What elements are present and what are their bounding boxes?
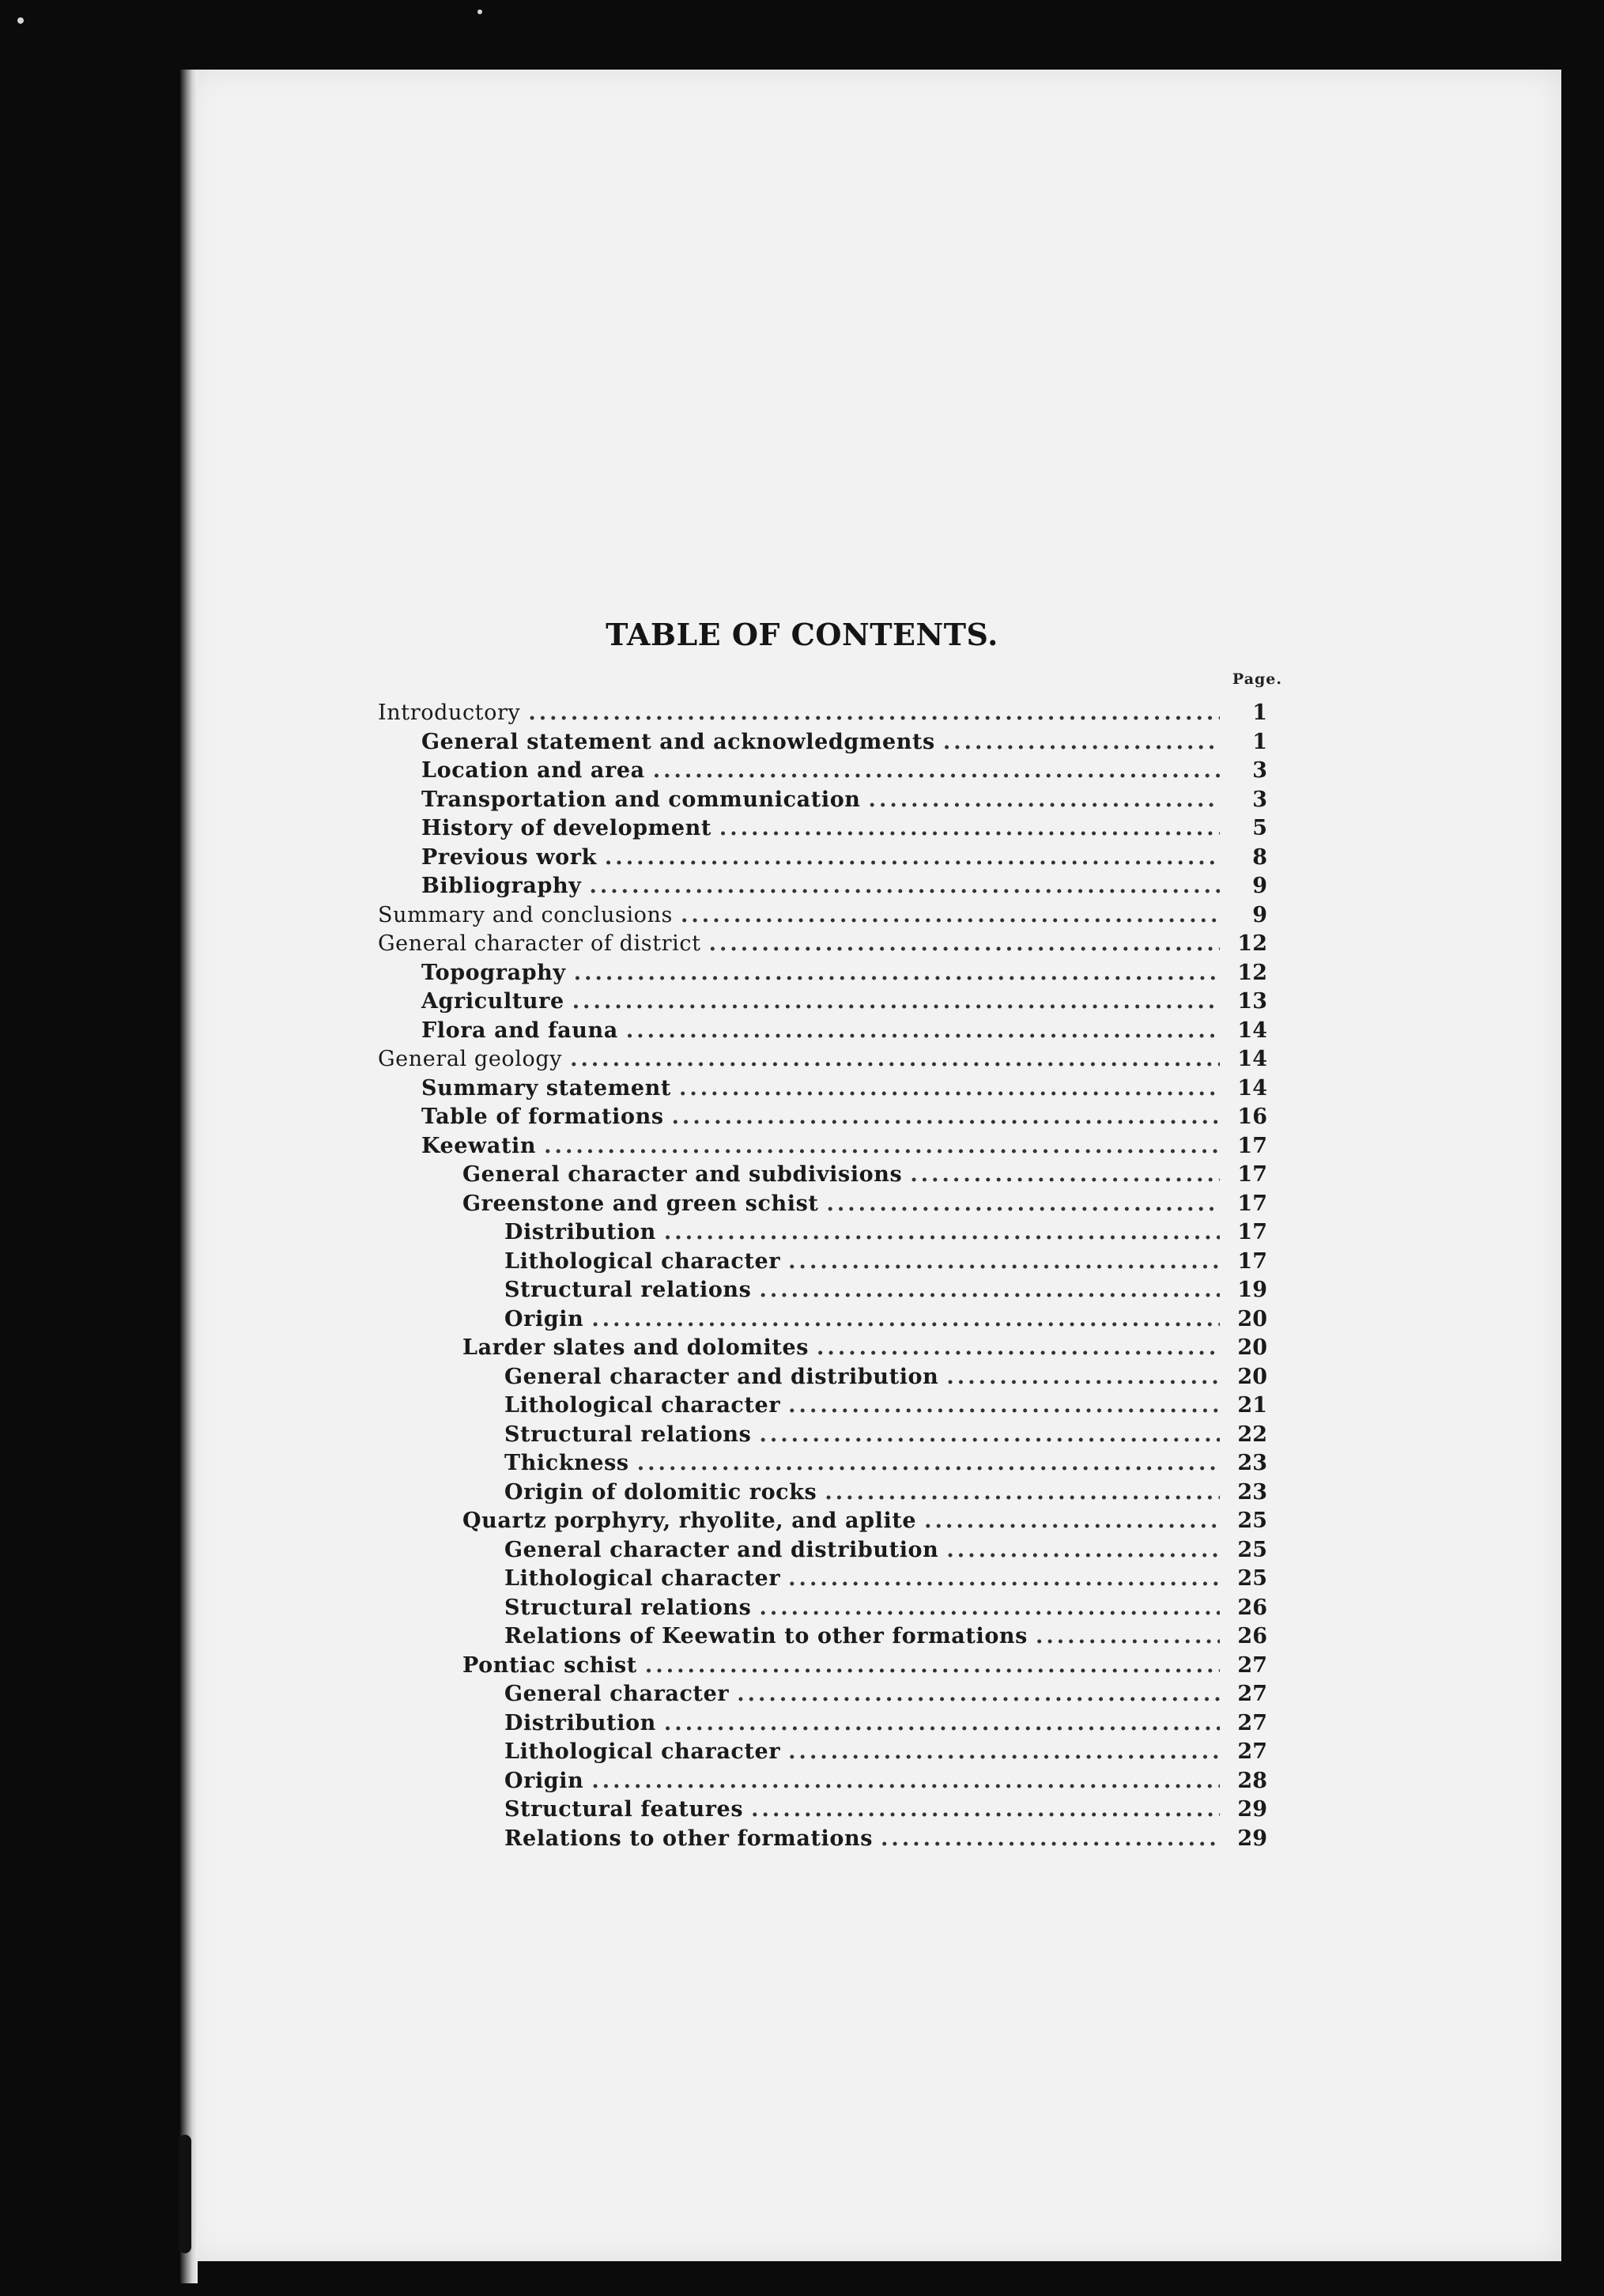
toc-entry-page-number: 14 bbox=[1237, 1075, 1267, 1101]
toc-entry bbox=[378, 872, 1267, 901]
toc-entry bbox=[378, 1507, 1267, 1536]
toc-entry-page-number: 19 bbox=[1237, 1278, 1267, 1302]
toc-entry-page-number: 23 bbox=[1237, 1479, 1267, 1505]
toc-entry-page-number: 8 bbox=[1252, 844, 1267, 870]
toc-entry-label: Keewatin bbox=[421, 1133, 537, 1158]
toc-entry-label: General character bbox=[504, 1682, 730, 1706]
dot-leader bbox=[528, 699, 1220, 728]
toc-entry-label: Previous work bbox=[421, 844, 597, 870]
toc-entry-label: Quartz porphyry, rhyolite, and aplite bbox=[462, 1509, 917, 1533]
dot-leader bbox=[881, 1825, 1220, 1854]
toc-entry bbox=[378, 1132, 1267, 1161]
toc-entry-page-number: 17 bbox=[1237, 1220, 1267, 1244]
toc-entry-page-number: 17 bbox=[1237, 1191, 1267, 1216]
scan-speck bbox=[477, 9, 482, 14]
dot-leader bbox=[681, 901, 1220, 931]
dot-leader bbox=[679, 1074, 1220, 1104]
toc-entry bbox=[378, 1449, 1267, 1478]
toc-entry bbox=[378, 1334, 1267, 1363]
toc-entry-page-number: 3 bbox=[1252, 787, 1267, 812]
toc-entry-label: Agriculture bbox=[421, 989, 564, 1014]
toc-entry-page-number: 25 bbox=[1237, 1537, 1267, 1562]
toc-entry-label: Greenstone and green schist bbox=[462, 1191, 819, 1216]
toc-entry-label: Transportation and communication bbox=[421, 787, 861, 812]
toc-entry-page-number: 17 bbox=[1237, 1248, 1267, 1274]
toc-entry-label: Distribution bbox=[504, 1220, 656, 1244]
dot-leader bbox=[1036, 1622, 1220, 1652]
toc-entry bbox=[378, 1276, 1267, 1305]
toc-entry-page-number: 17 bbox=[1237, 1162, 1267, 1187]
toc-entry bbox=[378, 1565, 1267, 1594]
toc-entry-label: Origin of dolomitic rocks bbox=[504, 1479, 817, 1505]
toc-entry-page-number: 22 bbox=[1237, 1422, 1267, 1447]
toc-entry-label: Bibliography bbox=[421, 874, 582, 898]
toc-entry-label: General character of district bbox=[378, 931, 701, 956]
toc-entry bbox=[378, 1680, 1267, 1709]
page-title: TABLE OF CONTENTS. bbox=[606, 617, 998, 652]
toc-entry-page-number: 12 bbox=[1237, 931, 1267, 956]
toc-entry-label: Structural relations bbox=[504, 1278, 752, 1302]
dot-leader bbox=[946, 1536, 1220, 1565]
toc-entry-page-number: 23 bbox=[1237, 1451, 1267, 1475]
toc-entry-label: General character and subdivisions bbox=[462, 1162, 903, 1187]
dot-leader bbox=[572, 988, 1220, 1017]
toc-entry-label: Thickness bbox=[504, 1451, 629, 1475]
toc-entry-page-number: 20 bbox=[1237, 1364, 1267, 1389]
toc-entry-page-number: 5 bbox=[1252, 816, 1267, 840]
dot-leader bbox=[709, 930, 1220, 959]
toc-entry-page-number: 9 bbox=[1252, 902, 1267, 927]
toc-entry-label: Lithological character bbox=[504, 1248, 781, 1274]
toc-entry-page-number: 27 bbox=[1237, 1710, 1267, 1735]
dot-leader bbox=[825, 1478, 1220, 1508]
dot-leader bbox=[645, 1652, 1220, 1681]
dot-leader bbox=[788, 1565, 1220, 1594]
toc-entry bbox=[378, 1103, 1267, 1132]
toc-entry-label: General statement and acknowledgments bbox=[421, 729, 935, 754]
toc-entry-label: Distribution bbox=[504, 1710, 656, 1735]
toc-entry-page-number: 21 bbox=[1237, 1393, 1267, 1418]
toc-entry-label: Summary and conclusions bbox=[378, 902, 673, 927]
binding-shadow bbox=[179, 2135, 191, 2253]
dot-leader bbox=[664, 1218, 1220, 1248]
toc-entry bbox=[378, 1594, 1267, 1623]
toc-entry-label: Topography bbox=[421, 960, 566, 985]
toc-entry bbox=[378, 1017, 1267, 1046]
toc-entry bbox=[378, 1536, 1267, 1565]
toc-entry bbox=[378, 1767, 1267, 1796]
toc-entry-label: Structural relations bbox=[504, 1595, 752, 1620]
toc-entry bbox=[378, 699, 1267, 728]
toc-entry bbox=[378, 1652, 1267, 1681]
toc-entry-page-number: 25 bbox=[1237, 1566, 1267, 1591]
dot-leader bbox=[637, 1449, 1220, 1478]
toc-entry-page-number: 29 bbox=[1237, 1826, 1267, 1851]
toc-entry bbox=[378, 1796, 1267, 1825]
toc-entry-label: Lithological character bbox=[504, 1566, 781, 1591]
dot-leader bbox=[788, 1392, 1220, 1421]
toc-entry-label: History of development bbox=[421, 816, 711, 840]
dot-leader bbox=[826, 1190, 1220, 1219]
toc-entry bbox=[378, 959, 1267, 988]
toc-entry-label: Summary statement bbox=[421, 1075, 671, 1101]
toc-entry-label: Lithological character bbox=[504, 1393, 781, 1418]
toc-entry bbox=[378, 1305, 1267, 1335]
dot-leader bbox=[591, 1305, 1220, 1335]
scan-speck bbox=[17, 17, 24, 24]
toc-entry bbox=[378, 1248, 1267, 1277]
toc-entry-page-number: 16 bbox=[1237, 1105, 1267, 1129]
toc-entry-label: General character and distribution bbox=[504, 1364, 939, 1389]
toc-entry bbox=[378, 1392, 1267, 1421]
toc-entry-page-number: 12 bbox=[1237, 960, 1267, 985]
toc-entry-label: Larder slates and dolomites bbox=[462, 1335, 810, 1360]
toc-entry bbox=[378, 1218, 1267, 1248]
toc-entry-label: General character and distribution bbox=[504, 1537, 939, 1562]
toc-entry-page-number: 13 bbox=[1237, 989, 1267, 1014]
toc-entry-label: Table of formations bbox=[421, 1105, 664, 1129]
table-of-contents bbox=[378, 699, 1267, 1853]
toc-entry bbox=[378, 901, 1267, 931]
toc-entry-label: Location and area bbox=[421, 758, 645, 783]
toc-entry-page-number: 27 bbox=[1237, 1739, 1267, 1764]
dot-leader bbox=[910, 1161, 1220, 1190]
dot-leader bbox=[759, 1421, 1220, 1450]
dot-leader bbox=[788, 1738, 1220, 1767]
toc-entry-page-number: 17 bbox=[1237, 1133, 1267, 1158]
toc-entry-page-number: 14 bbox=[1237, 1018, 1267, 1043]
toc-entry-label: Lithological character bbox=[504, 1739, 781, 1764]
toc-entry-page-number: 28 bbox=[1237, 1768, 1267, 1793]
toc-entry-page-number: 20 bbox=[1237, 1335, 1267, 1360]
toc-entry-page-number: 20 bbox=[1237, 1306, 1267, 1331]
toc-entry bbox=[378, 1709, 1267, 1739]
toc-entry-page-number: 9 bbox=[1252, 874, 1267, 898]
dot-leader bbox=[591, 1767, 1220, 1796]
dot-leader bbox=[672, 1103, 1220, 1132]
toc-entry-label: Origin bbox=[504, 1768, 584, 1793]
dot-leader bbox=[589, 872, 1220, 901]
toc-entry bbox=[378, 786, 1267, 815]
toc-entry-label: Structural relations bbox=[504, 1422, 752, 1447]
toc-entry-label: Flora and fauna bbox=[421, 1018, 618, 1043]
dot-leader bbox=[719, 814, 1220, 844]
toc-entry bbox=[378, 930, 1267, 959]
toc-entry bbox=[378, 1161, 1267, 1190]
toc-entry-page-number: 14 bbox=[1237, 1047, 1267, 1071]
toc-entry bbox=[378, 844, 1267, 873]
toc-entry bbox=[378, 1363, 1267, 1392]
binding-edge bbox=[180, 70, 198, 2283]
toc-entry-page-number: 27 bbox=[1237, 1652, 1267, 1678]
toc-entry bbox=[378, 728, 1267, 757]
dot-leader bbox=[653, 757, 1220, 786]
page-column-heading: Page. bbox=[1232, 670, 1282, 688]
toc-entry-page-number: 1 bbox=[1252, 729, 1267, 754]
dot-leader bbox=[570, 1045, 1220, 1074]
dot-leader bbox=[605, 844, 1220, 873]
toc-entry-page-number: 26 bbox=[1237, 1595, 1267, 1620]
dot-leader bbox=[664, 1709, 1220, 1739]
toc-entry-label: Pontiac schist bbox=[462, 1652, 637, 1678]
toc-entry bbox=[378, 1074, 1267, 1104]
toc-entry bbox=[378, 1190, 1267, 1219]
dot-leader bbox=[943, 728, 1220, 757]
toc-entry bbox=[378, 757, 1267, 786]
toc-entry bbox=[378, 1825, 1267, 1854]
dot-leader bbox=[869, 786, 1220, 815]
toc-entry-page-number: 29 bbox=[1237, 1797, 1267, 1822]
dot-leader bbox=[574, 959, 1220, 988]
toc-entry-label: Relations of Keewatin to other formations bbox=[504, 1624, 1028, 1648]
toc-entry-label: Introductory bbox=[378, 701, 521, 725]
toc-entry-page-number: 1 bbox=[1252, 701, 1267, 725]
dot-leader bbox=[626, 1017, 1220, 1046]
toc-entry bbox=[378, 1478, 1267, 1508]
dot-leader bbox=[544, 1132, 1220, 1161]
toc-entry bbox=[378, 988, 1267, 1017]
dot-leader bbox=[788, 1248, 1220, 1277]
toc-entry bbox=[378, 1421, 1267, 1450]
toc-entry bbox=[378, 814, 1267, 844]
dot-leader bbox=[737, 1680, 1220, 1709]
toc-entry bbox=[378, 1738, 1267, 1767]
toc-entry-label: Relations to other formations bbox=[504, 1826, 874, 1851]
dot-leader bbox=[924, 1507, 1220, 1536]
dot-leader bbox=[946, 1363, 1220, 1392]
toc-entry-label: Origin bbox=[504, 1306, 584, 1331]
toc-entry-page-number: 3 bbox=[1252, 758, 1267, 783]
dot-leader bbox=[817, 1334, 1220, 1363]
toc-entry bbox=[378, 1622, 1267, 1652]
toc-entry bbox=[378, 1045, 1267, 1074]
toc-entry-page-number: 25 bbox=[1237, 1509, 1267, 1533]
toc-entry-page-number: 26 bbox=[1237, 1624, 1267, 1648]
toc-entry-label: General geology bbox=[378, 1047, 563, 1071]
dot-leader bbox=[759, 1276, 1220, 1305]
dot-leader bbox=[751, 1796, 1220, 1825]
dot-leader bbox=[759, 1594, 1220, 1623]
toc-entry-page-number: 27 bbox=[1237, 1682, 1267, 1706]
toc-entry-label: Structural features bbox=[504, 1797, 744, 1822]
